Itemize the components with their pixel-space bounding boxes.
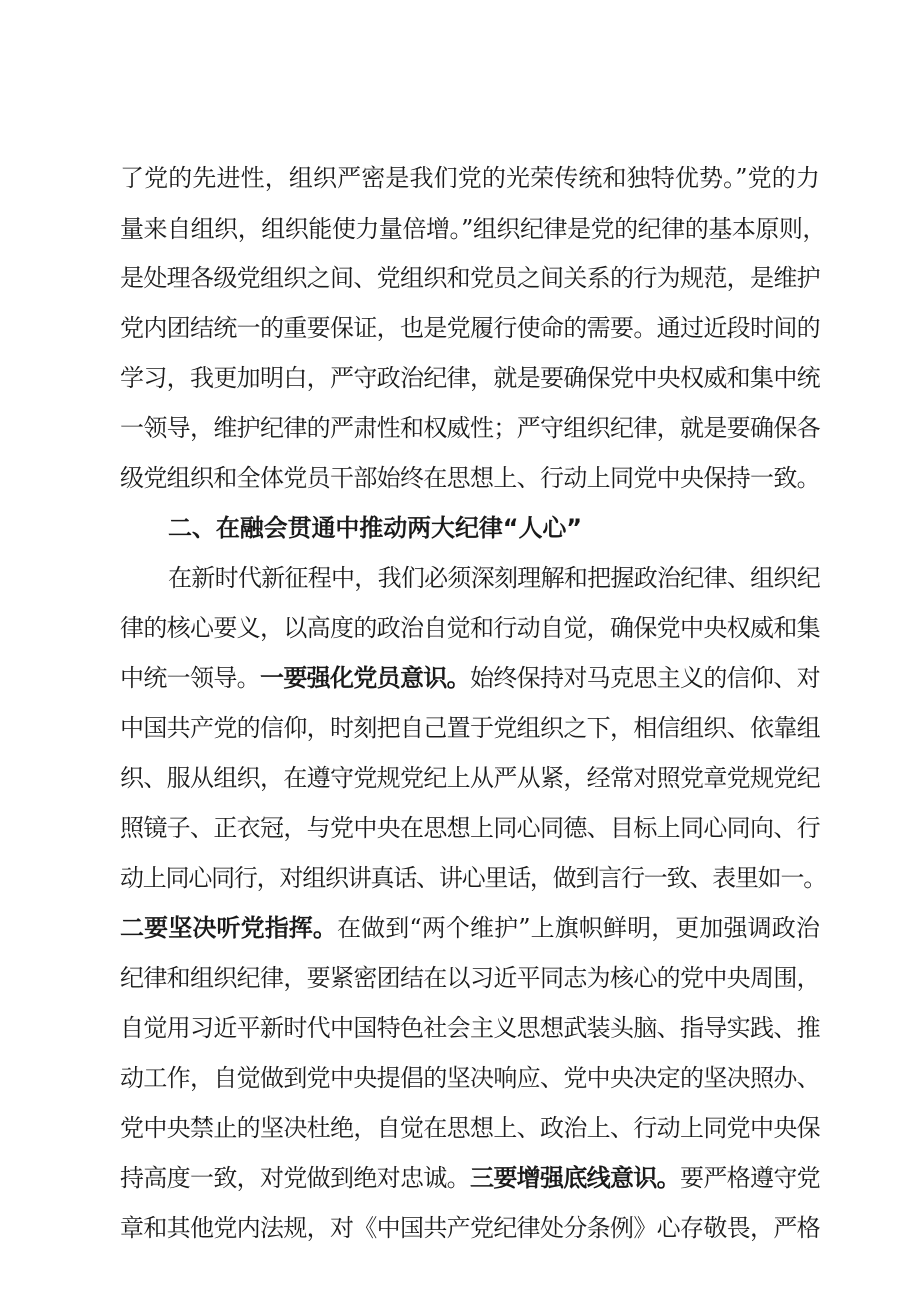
bold-lead-phrase: 一要强化党员意识。 — [260, 663, 470, 692]
bold-lead-phrase: 二要坚决听党指挥。 — [120, 913, 338, 942]
paragraph-line — [120, 958, 820, 998]
paragraph-line — [120, 458, 820, 498]
paragraph-line — [120, 1208, 820, 1248]
text-run: 在新时代新征程中，我们必须深刻理解和把握政治纪律、组织纪 — [168, 564, 821, 592]
paragraph-line — [168, 558, 820, 598]
paragraph-line — [120, 808, 820, 848]
text-run: 级党组织和全体党员干部始终在思想上、行动上同党中央保持一致。 — [120, 464, 820, 492]
text-run: 纪律和组织纪律，要紧密团结在以习近平同志为核心的党中央周围， — [120, 964, 820, 992]
text-run: 律的核心要义，以高度的政治自觉和行动自觉，确保党中央权威和集 — [120, 614, 820, 642]
paragraph-line — [120, 209, 826, 249]
bold-lead-phrase: 三要增强底线意识。 — [470, 1163, 680, 1192]
paragraph-line — [120, 858, 826, 898]
text-run: 动上同心同行，对组织讲真话、讲心里话，做到言行一致、表里如一。 — [120, 864, 826, 892]
text-run: 了党的先进性，组织严密是我们党的光荣传统和独特优势。”党的力 — [120, 164, 820, 192]
text-run: 学习，我更加明白，严守政治纪律，就是要确保党中央权威和集中统 — [120, 364, 820, 392]
paragraph-line — [120, 408, 820, 448]
text-run: 要严格遵守党 — [680, 1164, 820, 1192]
text-run: 持高度一致，对党做到绝对忠诚。 — [120, 1164, 470, 1192]
paragraph-line — [120, 258, 820, 298]
text-run: 动工作，自觉做到党中央提倡的坚决响应、党中央决定的坚决照办、 — [120, 1064, 820, 1092]
paragraph-line — [120, 758, 820, 798]
paragraph-line — [120, 1158, 820, 1198]
text-run: 在做到“两个维护”上旗帜鲜明，更加强调政治 — [337, 914, 820, 942]
text-run: 章和其他党内法规，对《中国共产党纪律处分条例》心存敬畏，严格 — [120, 1214, 820, 1242]
text-run: 中统一领导。 — [120, 664, 260, 692]
paragraph-line — [120, 1058, 820, 1098]
paragraph-line — [120, 908, 820, 948]
paragraph-line — [120, 708, 820, 748]
text-run: 织、服从组织，在遵守党规党纪上从严从紧，经常对照党章党规党纪 — [120, 764, 820, 792]
paragraph-line — [120, 1008, 820, 1048]
paragraph-line — [120, 358, 820, 398]
section-heading — [168, 508, 582, 548]
paragraph-line — [120, 1108, 820, 1148]
text-run: 自觉用习近平新时代中国特色社会主义思想武装头脑、指导实践、推 — [120, 1014, 820, 1042]
text-run: 量来自组织，组织能使力量倍增。”组织纪律是党的纪律的基本原则， — [120, 215, 826, 243]
heading-text: 二、在融会贯通中推动两大纪律“人心” — [168, 514, 582, 542]
paragraph-line — [120, 158, 820, 198]
text-run: 党内团结统一的重要保证，也是党履行使命的需要。通过近段时间的 — [120, 314, 820, 342]
text-run: 是处理各级党组织之间、党组织和党员之间关系的行为规范，是维护 — [120, 264, 820, 292]
text-run: 中国共产党的信仰，时刻把自己置于党组织之下，相信组织、依靠组 — [120, 714, 820, 742]
text-run: 党中央禁止的坚决杜绝，自觉在思想上、政治上、行动上同党中央保 — [120, 1114, 820, 1142]
text-run: 照镜子、正衣冠，与党中央在思想上同心同德、目标上同心同向、行 — [120, 814, 820, 842]
text-run: 始终保持对马克思主义的信仰、对 — [470, 664, 820, 692]
text-run: 一领导，维护纪律的严肃性和权威性；严守组织纪律，就是要确保各 — [120, 414, 820, 442]
paragraph-line — [120, 608, 820, 648]
paragraph-line — [120, 308, 820, 348]
paragraph-line — [120, 658, 820, 698]
